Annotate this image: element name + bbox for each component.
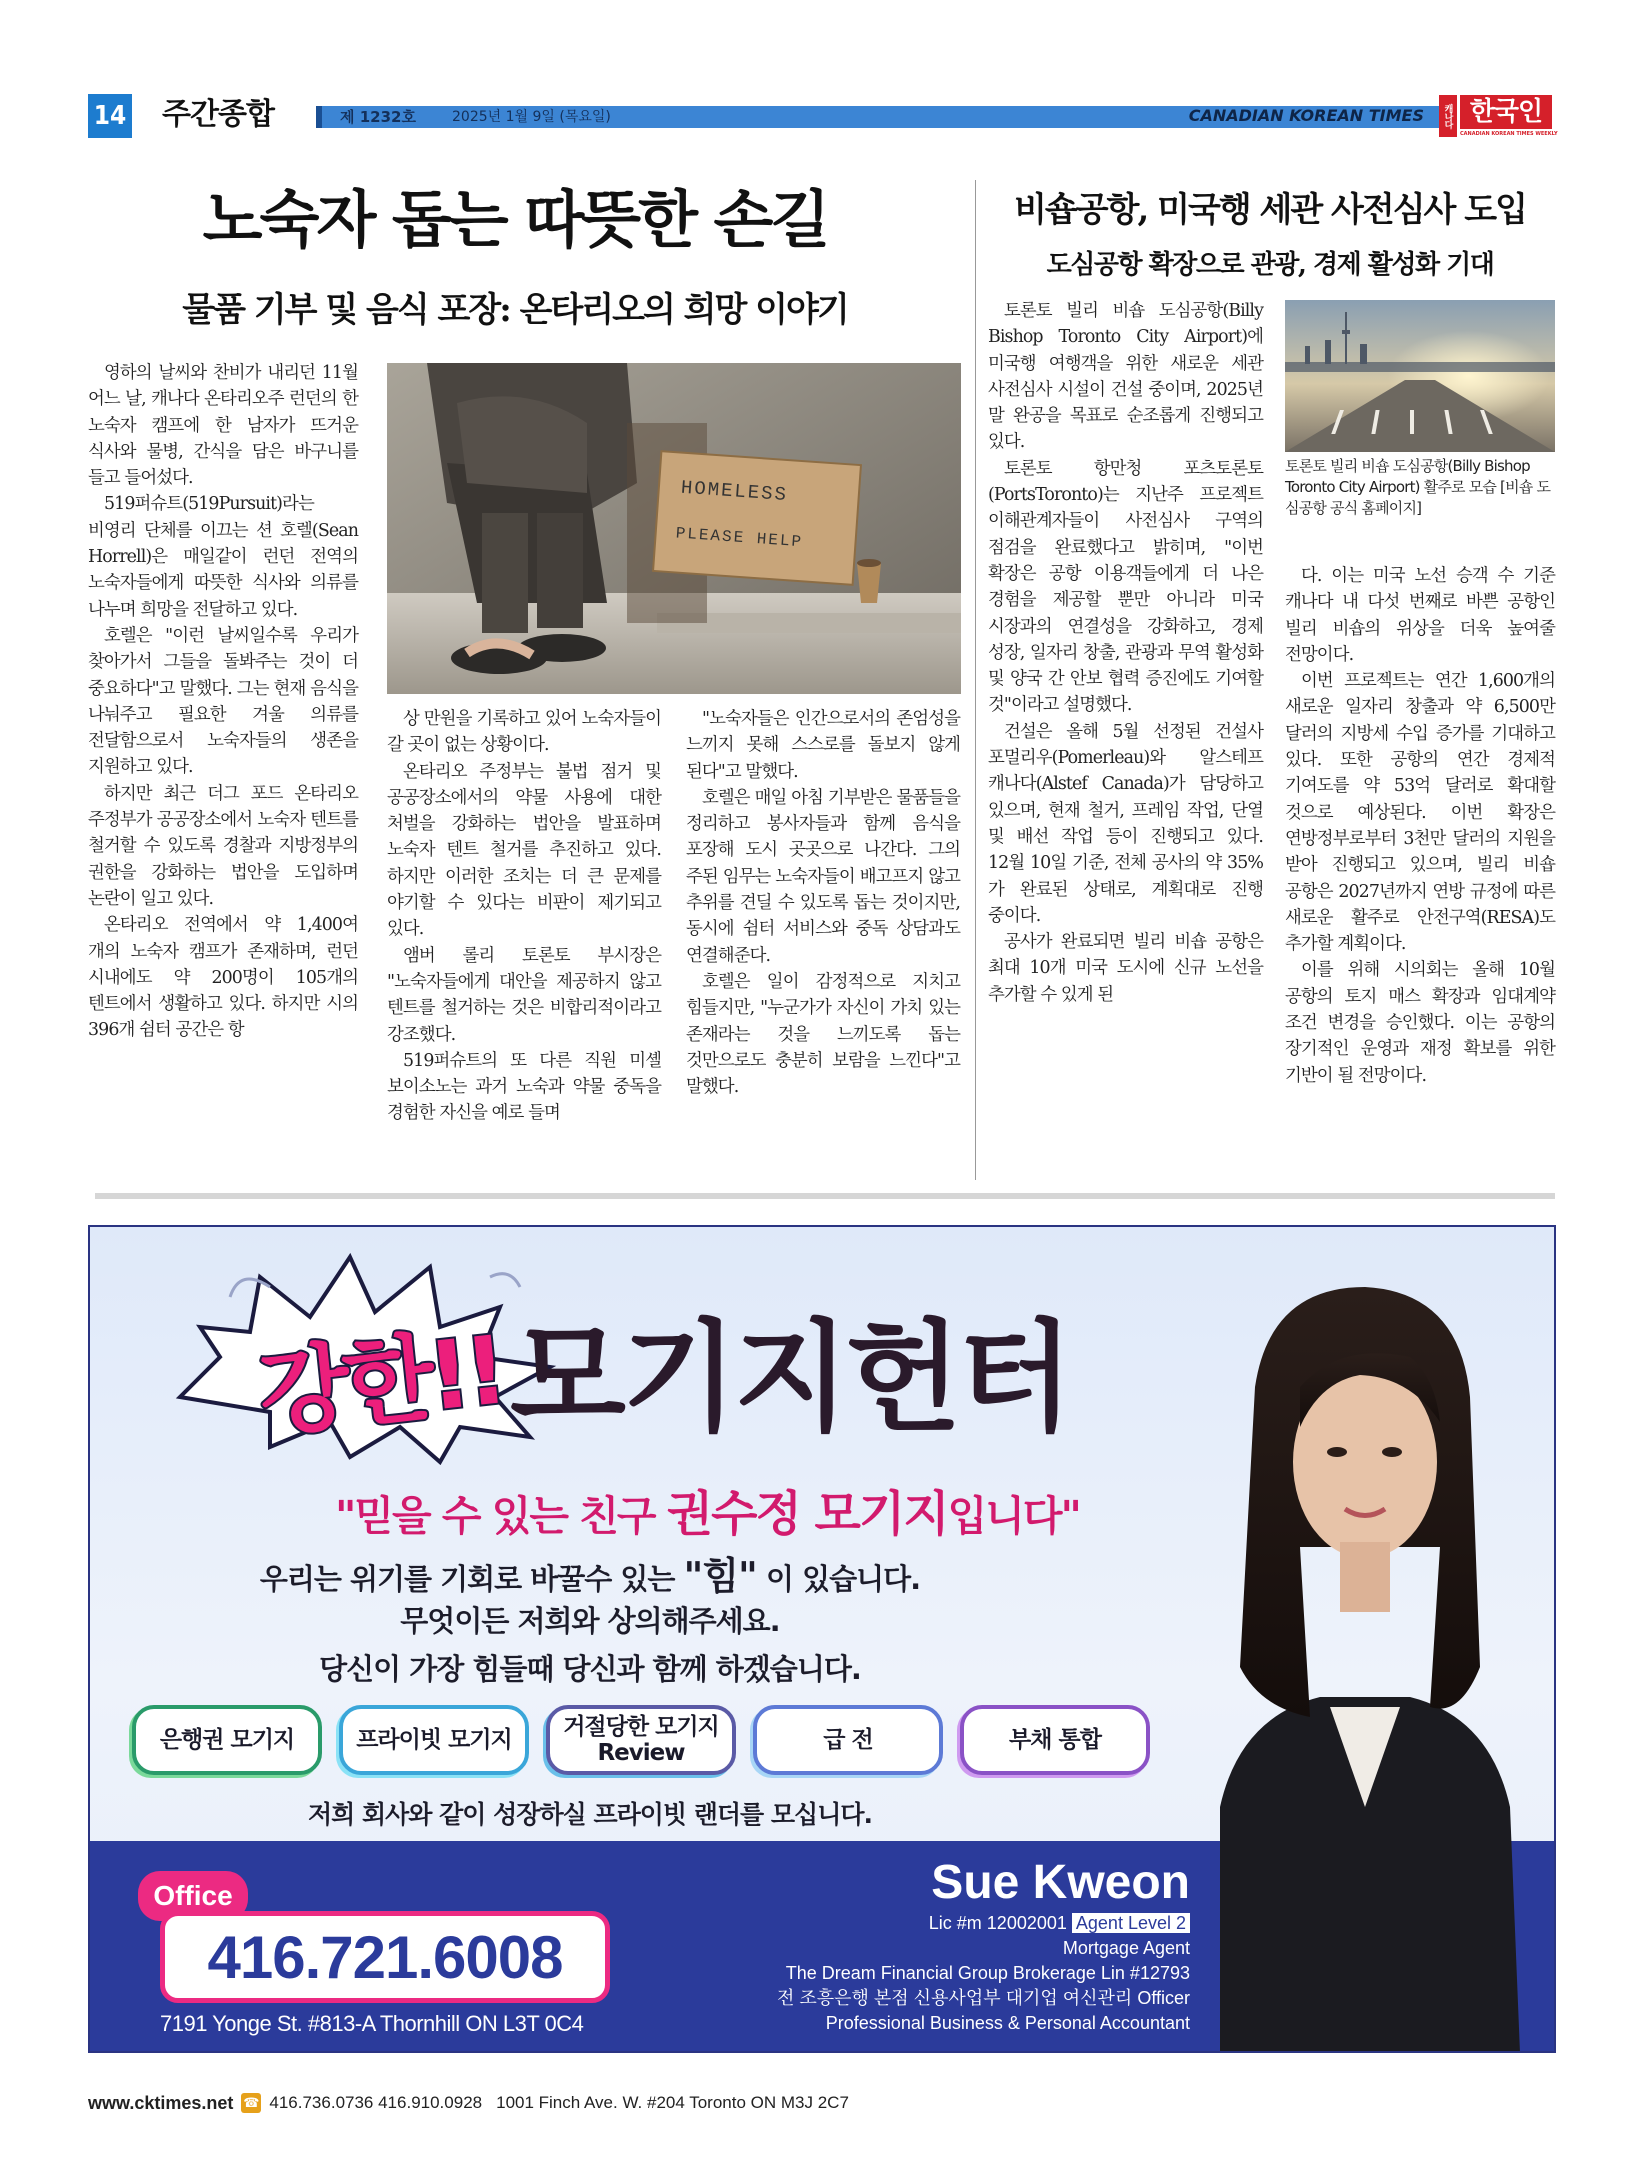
airport-photo bbox=[1285, 300, 1555, 452]
article-paragraph: 상 만원을 기록하고 있어 노숙자들이 갈 곳이 없는 상황이다. bbox=[387, 709, 661, 756]
section-name: 주간종합 bbox=[162, 97, 274, 132]
right-article-column-2 bbox=[1285, 563, 1555, 1089]
sign-line-1: HOMELESS bbox=[680, 476, 789, 507]
footer-address: 1001 Finch Ave. W. #204 Toronto ON M3J 2C7 bbox=[496, 2093, 849, 2112]
service-private-mortgage: 프라이빗 모기지 bbox=[339, 1705, 529, 1775]
left-article-column-1 bbox=[88, 360, 358, 1044]
ad-headline: 모기지헌터 bbox=[510, 1309, 1070, 1448]
mortgage-ad bbox=[88, 1225, 1556, 2053]
footer-url[interactable]: www.cktimes.net bbox=[88, 2092, 234, 2113]
ad-strong-text: 강한!! bbox=[253, 1316, 508, 1451]
ad-line-3: 당신이 가장 힘들때 당신과 함께 하겠습니다. bbox=[319, 1652, 861, 1686]
issue-number: 제 1232호 bbox=[340, 108, 416, 126]
sign-line-2: PLEASE HELP bbox=[675, 524, 804, 552]
agent-accountant: Professional Business & Personal Accountant bbox=[825, 2013, 1190, 2033]
right-article-subtitle: 도심공항 확장으로 관광, 경제 활성화 기대 bbox=[1046, 250, 1494, 280]
ad-line-1 bbox=[90, 1545, 1090, 1600]
left-article-title: 노숙자 돕는 따뜻한 손길 bbox=[202, 183, 828, 256]
ad-recruit-text: 저희 회사와 같이 성장하실 프라이빗 랜더를 모십니다. bbox=[307, 1800, 873, 1829]
article-paragraph: 영하의 날씨와 찬비가 내리던 11월 어느 날, 캐나다 온타리오주 런던의 한 노숙자 캠프에 한 남자가 뜨거운 식사와 물병, 간식을 담은 바구니를 들고 들어섰다. bbox=[88, 363, 358, 489]
airport-photo-caption: 토론토 빌리 비숍 도심공항(Billy Bishop Toronto City Airport) 활주로 모습 [비숍 도심공항 공식 홈페이지] bbox=[1285, 457, 1551, 517]
ad-line-1-post: 이 있습니다. bbox=[756, 1562, 921, 1596]
office-label: Office bbox=[138, 1871, 248, 1921]
ad-separator bbox=[95, 1193, 1555, 1199]
masthead bbox=[88, 92, 1558, 140]
page-number: 14 bbox=[88, 94, 132, 138]
phone-icon: ☎ bbox=[241, 2093, 261, 2113]
logo-subtitle: CANADIAN KOREAN TIMES WEEKLY bbox=[1460, 131, 1558, 137]
agent-former: 전 조흥은행 본점 신용사업부 대기업 여신관리 Officer bbox=[776, 1988, 1190, 2008]
service-quick-loan: 급 전 bbox=[753, 1705, 943, 1775]
service-declined-label: 거절당한 모기지 bbox=[563, 1714, 719, 1740]
left-article-subtitle: 물품 기부 및 음식 포장: 온타리오의 희망 이야기 bbox=[182, 290, 848, 330]
article-paragraph: 호렐은 "이런 날씨일수록 우리가 찾아가서 그들을 돌봐주는 것이 더 중요하다"고 말했다. 그는 현재 음식을 나눠주고 필요한 겨울 의류를 전달함으로서 노숙자들의 생존을 지원하고 있다. bbox=[88, 625, 358, 778]
article-paragraph: 앰버 롤리 토론토 부시장은 "노숙자들에게 대안을 제공하지 않고 텐트를 철거하는 것은 비합리적이라고 강조했다. bbox=[387, 945, 661, 1045]
tagline-open: "믿을 수 있는 친구 bbox=[335, 1492, 667, 1540]
paper-name-en: CANADIAN KOREAN TIMES bbox=[1188, 106, 1424, 125]
agent-license-line bbox=[610, 1911, 1190, 1936]
agent-name: Sue Kweon bbox=[931, 1856, 1190, 1909]
agent-portrait bbox=[1160, 1247, 1556, 2053]
article-paragraph: 519퍼슈트(519Pursuit)라는 비영리 단체를 이끄는 션 호렐(Sean Horrell)은 매일같이 런던 전역의 노숙자들에게 따뜻한 식사와 의류를 나누며 희망을 전달하고 있다. bbox=[88, 494, 358, 620]
footer-phones: 416.736.0736 416.910.0928 bbox=[269, 2093, 483, 2112]
masthead-bar bbox=[316, 106, 1446, 128]
article-paragraph: 이번 프로젝트는 연간 1,600개의 새로운 일자리 창출과 약 6,500만 달러의 지방세 수입 증가를 기대하고 있다. 또한 공항의 연간 경제적 기여도를 약 53억 달러로 확대할 것으로 예상된다. 이번 확장은 연방정부로부터 3천만 달러의 지원을 받아 진행되고 있으며, 빌리 비숍 공항은 2027년까지 연방 규정에 따른 새로운 활주로 안전구역(RESA)도 추가할 계획이다. bbox=[1285, 671, 1555, 955]
ad-line-2: 무엇이든 저희와 상의해주세요. bbox=[400, 1604, 780, 1638]
agent-info bbox=[610, 1855, 1190, 2036]
logo-mark: 캐나다 bbox=[1439, 95, 1457, 137]
homeless-photo bbox=[387, 363, 961, 694]
article-paragraph: 이를 위해 시의회는 올해 10월 공항의 토지 매스 확장과 임대계약 조건 변경을 승인했다. 이는 공항의 장기적인 운영과 재정 확보를 위한 기반이 될 전망이다. bbox=[1285, 960, 1555, 1086]
column-divider bbox=[975, 180, 976, 1180]
office-phone: 416.721.6008 bbox=[160, 1911, 610, 2003]
logo-text: 한국인 bbox=[1460, 95, 1552, 129]
tagline-name: 권수정 모기지 bbox=[666, 1486, 948, 1542]
left-article-column-2 bbox=[387, 706, 661, 1127]
ad-tagline bbox=[335, 1475, 1080, 1544]
service-review-label: Review bbox=[597, 1740, 685, 1766]
page-footer bbox=[88, 2088, 1088, 2118]
ad-line-1-pre: 우리는 위기를 기회로 바꿀수 있는 bbox=[259, 1562, 684, 1596]
article-paragraph: 토론토 항만청 포츠토론토(PortsToronto)는 지난주 프로젝트 이해관계자들이 사전심사 구역의 점검을 완료했다고 밝히며, "이번 확장은 공항 이용객들에게 더 나은 경험을 제공할 뿐만 아니라 미국 시장과의 연결성을 강화하고, 경제 성장, 일자리 창출, 관광과 무역 활성화 및 양국 간 안보 협력 증진에도 기여할 것"이라고 설명했다. bbox=[988, 458, 1263, 716]
article-paragraph: 토론토 빌리 비숍 도심공항(Billy Bishop Toronto City Airport)에 미국행 여행객을 위한 새로운 세관 사전심사 시설이 건설 중이며, 2025년 말 완공을 목표로 순조롭게 진행되고 있다. bbox=[988, 301, 1263, 453]
agent-role: Mortgage Agent bbox=[1062, 1938, 1190, 1958]
paper-logo bbox=[1439, 92, 1558, 140]
article-paragraph: 공사가 완료되면 빌리 비숍 공항은 최대 10개 미국 도시에 신규 노선을 추가할 수 있게 된 bbox=[988, 932, 1263, 1005]
article-paragraph: 온타리오 주정부는 불법 점거 및 공공장소에서의 약물 사용에 대한 처벌을 강화하는 법안을 발표하며 노숙자 텐트 철거를 추진하고 있다. 하지만 이러한 조치는 더 큰 문제를 야기할 수 있다는 비판이 제기되고 있다. bbox=[387, 761, 661, 940]
service-debt-consolidation: 부채 통합 bbox=[960, 1705, 1150, 1775]
office-address: 7191 Yonge St. #813-A Thornhill ON L3T 0C4 bbox=[160, 2011, 584, 2036]
right-article-title: 비숍공항, 미국행 세관 사전심사 도입 bbox=[1014, 190, 1526, 230]
article-paragraph: 하지만 최근 더그 포드 온타리오 주정부가 공공장소에서 노숙자 텐트를 철거할 수 있도록 경찰과 지방정부의 권한을 강화하는 법안을 도입하며 논란이 일고 있다. bbox=[88, 783, 358, 909]
ad-line-1-emphasis: "힘" bbox=[683, 1554, 757, 1598]
article-paragraph: 온타리오 전역에서 약 1,400여 개의 노숙자 캠프가 존재하며, 런던 시내에도 약 200명이 105개의 텐트에서 생활하고 있다. 하지만 시의 396개 쉼터 공간은 항 bbox=[88, 915, 358, 1041]
left-article-column-3 bbox=[686, 706, 960, 1100]
service-declined-review bbox=[546, 1705, 736, 1775]
agent-license: Lic #m 12002001 bbox=[928, 1913, 1067, 1933]
article-paragraph: 다. 이는 미국 노선 승객 수 기준 캐나다 내 다섯 번째로 바쁜 공항인 빌리 비숍의 위상을 더욱 높여줄 전망이다. bbox=[1285, 566, 1555, 665]
issue-date: 2025년 1월 9일 (목요일) bbox=[452, 109, 611, 125]
service-bank-mortgage: 은행권 모기지 bbox=[132, 1705, 322, 1775]
article-paragraph: 호렐은 매일 아침 기부받은 물품들을 정리하고 봉사자들과 함께 음식을 포장해 도시 곳곳으로 나간다. 그의 주된 임무는 노숙자들이 배고프지 않고 추위를 견딜 수 있도록 돕는 것이지만, 동시에 쉼터 서비스와 중독 상담과도 연결해준다. bbox=[686, 787, 960, 966]
agent-brokerage: The Dream Financial Group Brokerage Lin #12793 bbox=[785, 1963, 1190, 1983]
article-paragraph: 호렐은 일이 감정적으로 지치고 힘들지만, "누군가가 자신이 가치 있는 존재라는 것을 느끼도록 돕는 것만으로도 충분히 보람을 느낀다"고 말했다. bbox=[686, 971, 960, 1098]
homeless-sign bbox=[653, 451, 861, 585]
article-paragraph: 건설은 올해 5월 선정된 건설사 포멀리우(Pomerleau)와 알스테프 캐나다(Alstef Canada)가 담당하고 있으며, 현재 철거, 프레임 작업, 단열 및 배선 작업 등이 진행되고 있다. 12월 10일 기준, 전체 공사의 약 35%가 완료된 상태로, 계획대로 진행 중이다. bbox=[988, 721, 1263, 926]
article-paragraph: "노숙자들은 인간으로서의 존엄성을 느끼지 못해 스스로를 돌보지 않게 된다"고 말했다. bbox=[686, 709, 960, 782]
service-buttons bbox=[132, 1705, 1192, 1775]
article-paragraph: 519퍼슈트의 또 다른 직원 미셸 보이소노는 과거 노숙과 약물 중독을 경험한 자신을 예로 들며 bbox=[387, 1050, 661, 1124]
right-article-column-1 bbox=[988, 298, 1263, 1008]
agent-level: Agent Level 2 bbox=[1072, 1913, 1190, 1933]
tagline-close: 입니다" bbox=[947, 1492, 1080, 1540]
